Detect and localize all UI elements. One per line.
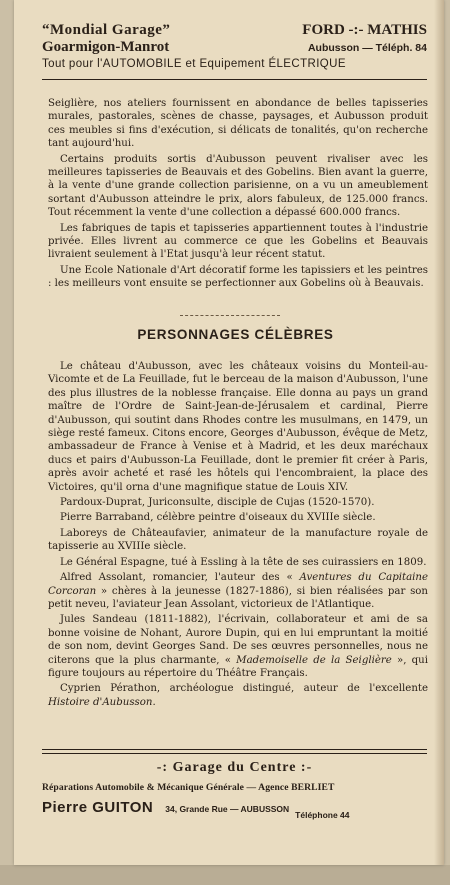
section-heading: PERSONNAGES CÉLÈBRES (137, 327, 334, 342)
top-ad-row-1 (42, 22, 427, 39)
people-paragraph (48, 571, 428, 611)
top-ad-row-2 (42, 39, 427, 56)
text-span: Cyprien Pérathon, archéologue distingué, auteur de l'excellente (60, 683, 428, 695)
top-advertisement (42, 22, 427, 70)
book-title: Aventures du Capitaine Corcoran (48, 572, 428, 597)
car-brands: FORD -:- MATHIS (302, 22, 427, 38)
text-span: », qui figure toujours au répertoire du Théâtre Français. (48, 654, 429, 679)
bottom-advertisement (42, 760, 427, 820)
intro-paragraph: Les fabriques de tapis et tapisseries appartiennent toutes à l'industrie privée. Elles livrent au commerce ce que les Gobelins et Beauvais livraient seulement à l'Etat jusqu'à leur récent statut. (48, 222, 428, 261)
text-span: . (152, 696, 156, 708)
slogan: Tout pour l'AUTOMOBILE et Equipement ÉLECTRIQUE (42, 58, 346, 70)
heading-separator (180, 315, 280, 316)
people-paragraph: Le château d'Aubusson, avec les châteaux voisins du Monteil-au-Vicomte et de La Feuillade, fut le berceau de la maison d'Aubusson, l'une des plus illustres de la noblesse française. Elle donna au pays un grand maître de l'Ordre de Saint-Jean-de-Jérusalem et cardinal, Pierre d'Aubusson, qui soutint dans Rhodes contre les musulmans, en 1479, un siège resté fameux. Citons encore, Georges d'Aubusson, évêque de Metz, ambassadeur de France à Venise et à Madrid, et les deux maréchaux ducs et pairs d'Aubusson-La Feuillade, dont le premier fit créer à Paris, après avoir acheté et rasé les hôtels qui l'encombraient, la place des Victoires, qu'il orna d'une magnifique statue de Louis XIV. (48, 361, 428, 493)
text-span: » chères à la jeunesse (1827-1886), si bien réalisées par son petit neveu, l'aviateur Jean Assolant, victorieux de l'Atlantique. (48, 585, 428, 610)
people-paragraph: Pardoux-Duprat, Juriconsulte, disciple de Cujas (1520-1570). (60, 497, 375, 509)
bottom-owner: Pierre GUITON (42, 799, 154, 816)
book-title: Histoire d'Aubusson (48, 696, 153, 708)
intro-paragraph: Une Ecole Nationale d'Art décoratif forme les tapissiers et les peintres : les meilleurs vont ensuite se perfectionner aux Gobelins où à Beauvais. (48, 264, 428, 290)
page-edge-shadow (434, 0, 444, 865)
people-paragraph (48, 613, 428, 680)
people-text (48, 360, 428, 709)
text-span: Jules Sandeau (1811-1882), l'écrivain, collaborateur et ami de sa bonne voisine de Nohant, Aurore Dupin, qui en lui empruntant la moitié de son nom, devint Georges Sand. De ses œuvres personnelles, nous ne citerons que la plus charmante, « (48, 614, 428, 666)
bottom-rule-top-thin (42, 753, 427, 754)
text-span: Alfred Assolant, romancier, l'auteur des « (60, 572, 300, 584)
location-phone: Aubusson — Téléph. 84 (307, 42, 427, 54)
people-paragraph (48, 682, 428, 709)
garage-name: “Mondial Garage” (42, 22, 171, 38)
bottom-rule-top (42, 749, 427, 750)
intro-paragraph: Certains produits sortis d'Aubusson peuvent rivaliser avec les meilleures tapisseries de Beauvais et des Gobelins. Bien avant la guerre, à la vente d'une grande collection parisienne, on a vu un ameublement sortant d'Aubusson atteindre le prix, alors fabuleux, de 125.000 francs. Tout récemment la vente d'une collection a dépassé 600.000 francs. (48, 153, 428, 219)
people-paragraph: Pierre Barraband, célèbre peintre d'oiseaux du XVIIIe siècle. (60, 512, 376, 524)
top-rule (42, 79, 427, 80)
bottom-address: 34, Grande Rue — AUBUSSON (165, 804, 290, 814)
people-paragraph: Laboreys de Châteaufavier, animateur de la manufacture royale de tapisserie au XVIIIe siècle. (48, 527, 428, 553)
people-paragraph: Le Général Espagne, tué à Essling à la tête de ses cuirassiers en 1809. (60, 556, 427, 568)
intro-text (48, 97, 428, 291)
bottom-services: Réparations Automobile & Mécanique Générale — Agence BERLIET (42, 782, 335, 793)
background-strip (0, 865, 450, 885)
bottom-ad-row (42, 799, 427, 820)
bottom-garage-title: -: Garage du Centre :- (156, 760, 313, 775)
intro-paragraph: Seiglière, nos ateliers fournissent en abondance de belles tapisseries murales, pastorales, scènes de chasse, paysages, et Aubusson produit ces meubles si fins d'exécution, si délicats de tonalités, qu'on recherche tant aujourd'hui. (48, 98, 428, 150)
book-title: Mademoiselle de la Seiglière (236, 654, 392, 666)
garage-owner: Goarmigon-Manrot (42, 39, 170, 55)
bottom-phone: Téléphone 44 (295, 810, 350, 820)
